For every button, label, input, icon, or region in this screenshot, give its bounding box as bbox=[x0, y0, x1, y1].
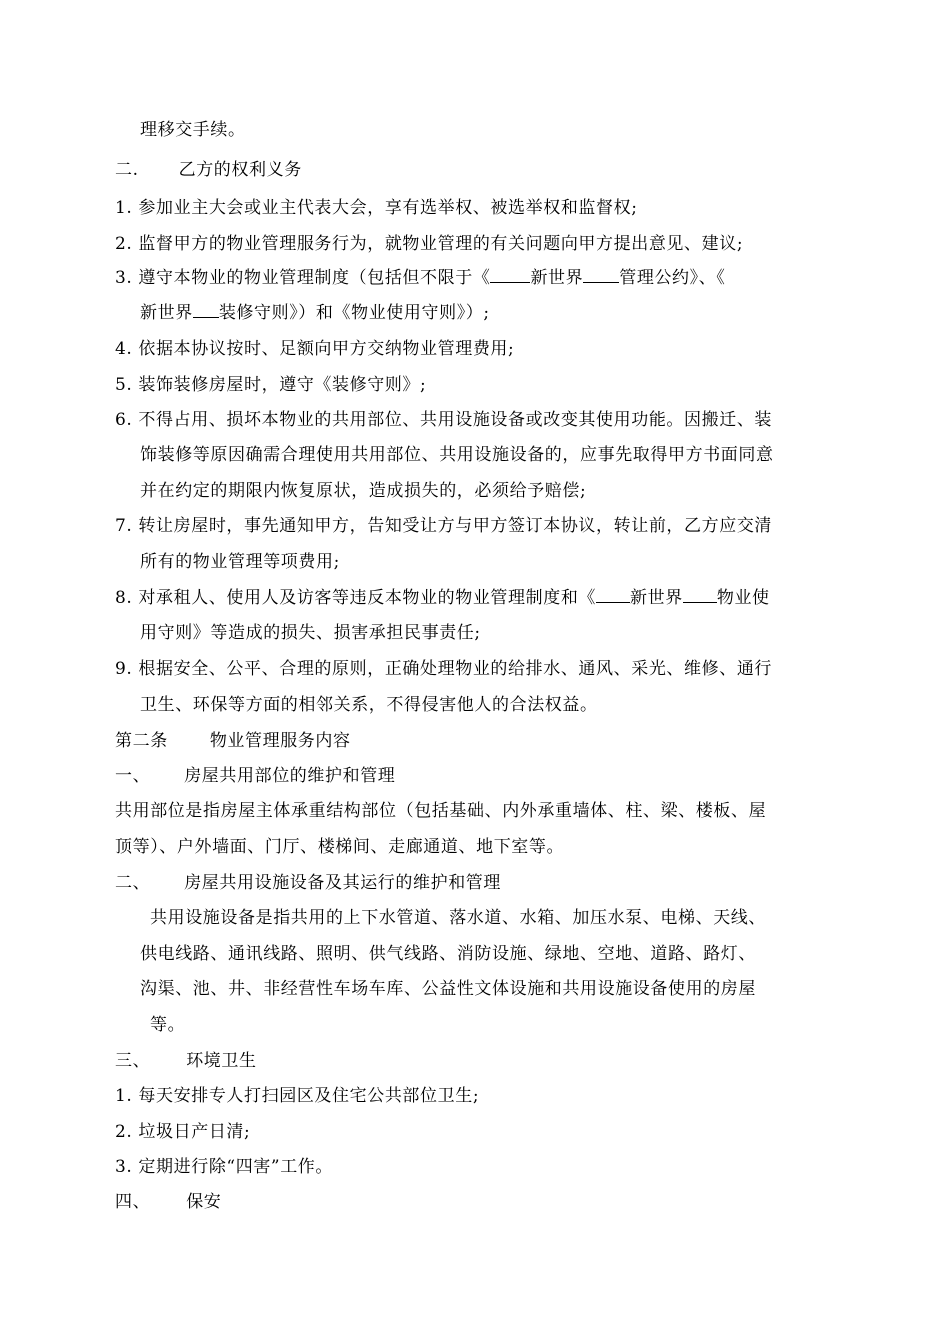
list-item: 1. 参加业主大会或业主代表大会，享有选举权、被选举权和监督权; bbox=[115, 198, 638, 218]
blank-line bbox=[490, 266, 530, 283]
text-line: 并在约定的期限内恢复原状，造成损失的，必须给予赔偿; bbox=[140, 481, 587, 501]
text-line: 供电线路、通讯线路、照明、供气线路、消防设施、绿地、空地、道路、路灯、 bbox=[140, 944, 756, 964]
text-line: 沟渠、池、井、非经营性车场车库、公益性文体设施和共用设施设备使用的房屋 bbox=[140, 979, 756, 999]
text-line: 等。 bbox=[150, 1015, 186, 1035]
section-heading: 二、 房屋共用设施设备及其运行的维护和管理 bbox=[115, 873, 502, 893]
list-item: 3. 遵守本物业的物业管理制度（包括但不限于《 新世界 管理公约》、《 bbox=[115, 268, 726, 288]
list-item: 7. 转让房屋时，事先通知甲方，告知受让方与甲方签订本协议，转让前，乙方应交清 bbox=[115, 516, 773, 536]
text-line: 共用设施设备是指共用的上下水管道、落水道、水箱、加压水泵、电梯、天线、 bbox=[150, 908, 766, 928]
text-line: 顶等）、户外墙面、门厅、楼梯间、走廊通道、地下室等。 bbox=[115, 837, 565, 857]
text-line: 共用部位是指房屋主体承重结构部位（包括基础、内外承重墙体、柱、梁、楼板、屋 bbox=[115, 801, 767, 821]
section-heading: 二. 乙方的权利义务 bbox=[115, 160, 302, 180]
text-line: 用守则》等造成的损失、损害承担民事责任; bbox=[140, 623, 481, 643]
blank-line bbox=[683, 586, 717, 603]
text-line: 新世界 装修守则》）和《物业使用守则》）; bbox=[140, 303, 490, 323]
text-line: 卫生、环保等方面的相邻关系，不得侵害他人的合法权益。 bbox=[140, 695, 598, 715]
section-heading: 三、 环境卫生 bbox=[115, 1051, 257, 1071]
text-line: 理移交手续。 bbox=[140, 120, 246, 140]
list-item: 1. 每天安排专人打扫园区及住宅公共部位卫生; bbox=[115, 1086, 480, 1106]
text-line: 饰装修等原因确需合理使用共用部位、共用设施设备的，应事先取得甲方书面同意 bbox=[140, 445, 774, 465]
blank-line bbox=[583, 266, 619, 283]
list-item: 9. 根据安全、公平、合理的原则，正确处理物业的给排水、通风、采光、维修、通行 bbox=[115, 659, 773, 679]
list-item: 3. 定期进行除“四害”工作。 bbox=[115, 1157, 334, 1177]
list-item: 8. 对承租人、使用人及访客等违反本物业的物业管理制度和《 新世界 物业使 bbox=[115, 588, 770, 608]
blank-line bbox=[193, 301, 219, 318]
list-item: 4. 依据本协议按时、足额向甲方交纳物业管理费用; bbox=[115, 339, 515, 359]
list-item: 2. 垃圾日产日清; bbox=[115, 1122, 251, 1142]
list-item: 5. 装饰装修房屋时，遵守《装修守则》; bbox=[115, 375, 427, 395]
section-heading: 四、 保安 bbox=[115, 1192, 222, 1212]
article-heading: 第二条 物业管理服务内容 bbox=[115, 731, 351, 751]
list-item: 2. 监督甲方的物业管理服务行为，就物业管理的有关问题向甲方提出意见、建议; bbox=[115, 234, 744, 254]
text-line: 所有的物业管理等项费用; bbox=[140, 552, 340, 572]
blank-line bbox=[596, 586, 630, 603]
section-heading: 一、 房屋共用部位的维护和管理 bbox=[115, 766, 396, 786]
list-item: 6. 不得占用、损坏本物业的共用部位、共用设施设备或改变其使用功能。因搬迁、装 bbox=[115, 410, 773, 430]
